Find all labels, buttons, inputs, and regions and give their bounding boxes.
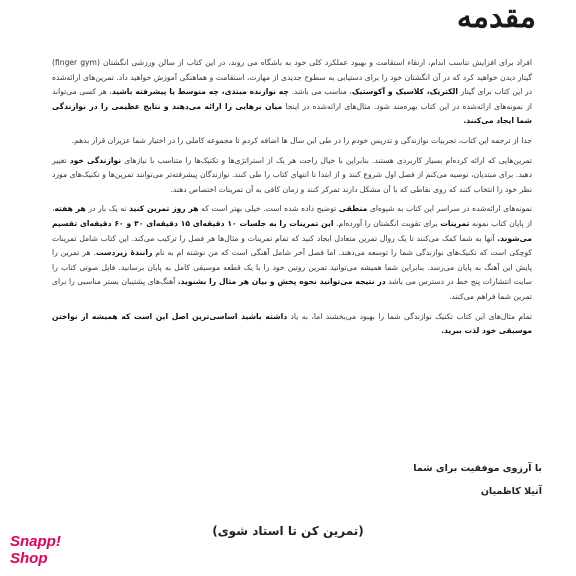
paragraph	[52, 56, 532, 129]
text-run: تمرین‌هایی که ارائه کرده‌ام بسیار کاربردی هستند. بنابراین با خیال راحت هر یک از استراتژی‌ها و تکنیک‌ها را متناسب با نیازهای	[121, 155, 533, 165]
text-run: جدا از ترجمه این کتاب، تجربیات نوازندگی و تدریس خودم را در طی این سال ها اضافه کردم تا مجموعه کاملی را در اختیار شما عزیزان قرار بدهم.	[71, 135, 532, 145]
text-run: . هر تمرین را پایش این آهنگ به پایان می‌رسد. بنابراین شما همیشه می‌توانید تمرین روتین خود را با یک قطعه موسیقی کامل به پایان برسانید. فایل صوتی کتاب را سایت انتشارات پنج خط در دسترس می باشد	[52, 248, 533, 287]
text-run: تغییر دهید. برای مبتدیان، توصیه می‌کنم از فصل اول شروع کنند و از ابتدا تا انتهای کتاب را طی کنند. نوازندگان پیشرفته‌تر می‌توانند تمرین‌ها و تکنیک‌های مورد نظر خود را انتخاب کنند که روی نقاطی که با آن مشکل دارند تمرکز کنند و زمان کافی به آن تمرینات اختصاص دهند.	[52, 155, 532, 194]
text-run: توضیح داده شده است. خیلی بهتر است که	[198, 204, 339, 214]
text-run: نمونه‌های ارائه‌شده در سراسر این کتاب به شیوه‌ای	[367, 204, 533, 214]
text-run: نه یک بار در	[85, 204, 130, 214]
logo-line-1: Snapp!	[10, 533, 61, 550]
paragraph	[52, 310, 532, 339]
text-run: ، مناسب می باشد.	[288, 87, 352, 97]
text-run: ، هر کسی می‌تواند از نمونه‌های ارائه‌شده در این کتاب بهره‌مند شود. مثال‌های ارائه‌شده در اینجا	[52, 87, 533, 111]
bold-phrase: میان برهایی را ارائه می‌دهند و نتایج عظیمی را در نوازندگی شما ایجاد می‌کنند.	[52, 101, 532, 126]
page-title: مقدمه	[456, 0, 536, 35]
bold-phrase: هر روز تمرین کنید	[129, 204, 199, 214]
bold-phrase: تمرینات	[440, 218, 470, 228]
text-run: آهنگ‌های پشتیبان بستر مناسبی را برای تمرین شما فراهم می‌کنند.	[52, 277, 532, 301]
logo-line-2: Shop	[10, 550, 48, 567]
introduction-body	[52, 56, 532, 344]
closing-wish: با آرزوی موفقیت برای شما	[413, 463, 542, 474]
bold-phrase: هر هفته	[54, 204, 86, 214]
bold-phrase: رانندۀ زیردست	[95, 248, 153, 258]
text-run: تمام مثال‌های این کتاب تکنیک نوازندگی شما را بهبود می‌بخشند اما، به یاد	[287, 311, 532, 321]
text-run: ، از پایان کتاب نمونه	[52, 204, 533, 228]
bold-phrase: داشته باشید اساسی‌ترین اصل این است که همیشه از نواختن موسیقی خود لذت ببرید.	[52, 311, 532, 336]
bold-phrase: در نتیجه می‌توانید نحوه پخش و بیان هر مثال را بشنوید.	[177, 277, 386, 287]
bold-phrase: الکتریک، کلاسیک و آکوستیک	[351, 87, 459, 97]
bold-phrase: این تمرینات را به جلسات ۱۰ دقیقه‌ای ۱۵ دقیقه‌ای ۳۰ و ۶۰ دقیقه‌ای تقسیم می‌شوند.	[52, 218, 532, 243]
snappshop-logo	[10, 533, 90, 573]
bold-phrase: منطقی	[338, 204, 368, 214]
author-name: آتیلا کاظمیان	[480, 486, 542, 497]
text-run: افراد برای افزایش تناسب اندام، ارتقاء استقامت و بهبود عملکرد کلی خود به باشگاه می روند، در این کتاب از سالن ورزشی انگشتان (finger gym) گیتار دیدن خواهید کرد که در آن انگشتان خود را برای دستیابی به سطوح جدیدی از مهارت، استقامت و هماهنگی آموزش خواهید داد. تمرین‌های ارائه‌شده در این کتاب برای گیتار	[52, 58, 533, 97]
bold-phrase: نوازندگی خود	[69, 155, 122, 165]
practice-motto: (تمرین کن تا استاد شوی)	[212, 524, 364, 538]
paragraph	[52, 154, 532, 198]
paragraph	[52, 134, 532, 149]
text-run: برای تقویت انگشتان را آورده‌ام.	[333, 218, 441, 228]
text-run: آنها به شما کمک می‌کنند تا یک روال تمرین متعادل ایجاد کنید که تمام تمرینات و مثال‌ها هر فصل را ترکیب می‌کند. این کتاب شامل تمرینات کوچکی است که تکنیک‌های نوازندگی شما را توسعه می‌دهند. اما فصل آخر شامل آهنگی است که من نوشته ام به نام	[52, 233, 532, 258]
bold-phrase: چه نوازنده مبتدی، چه متوسط یا پیشرفته باشید	[111, 87, 289, 97]
paragraph	[52, 202, 532, 304]
